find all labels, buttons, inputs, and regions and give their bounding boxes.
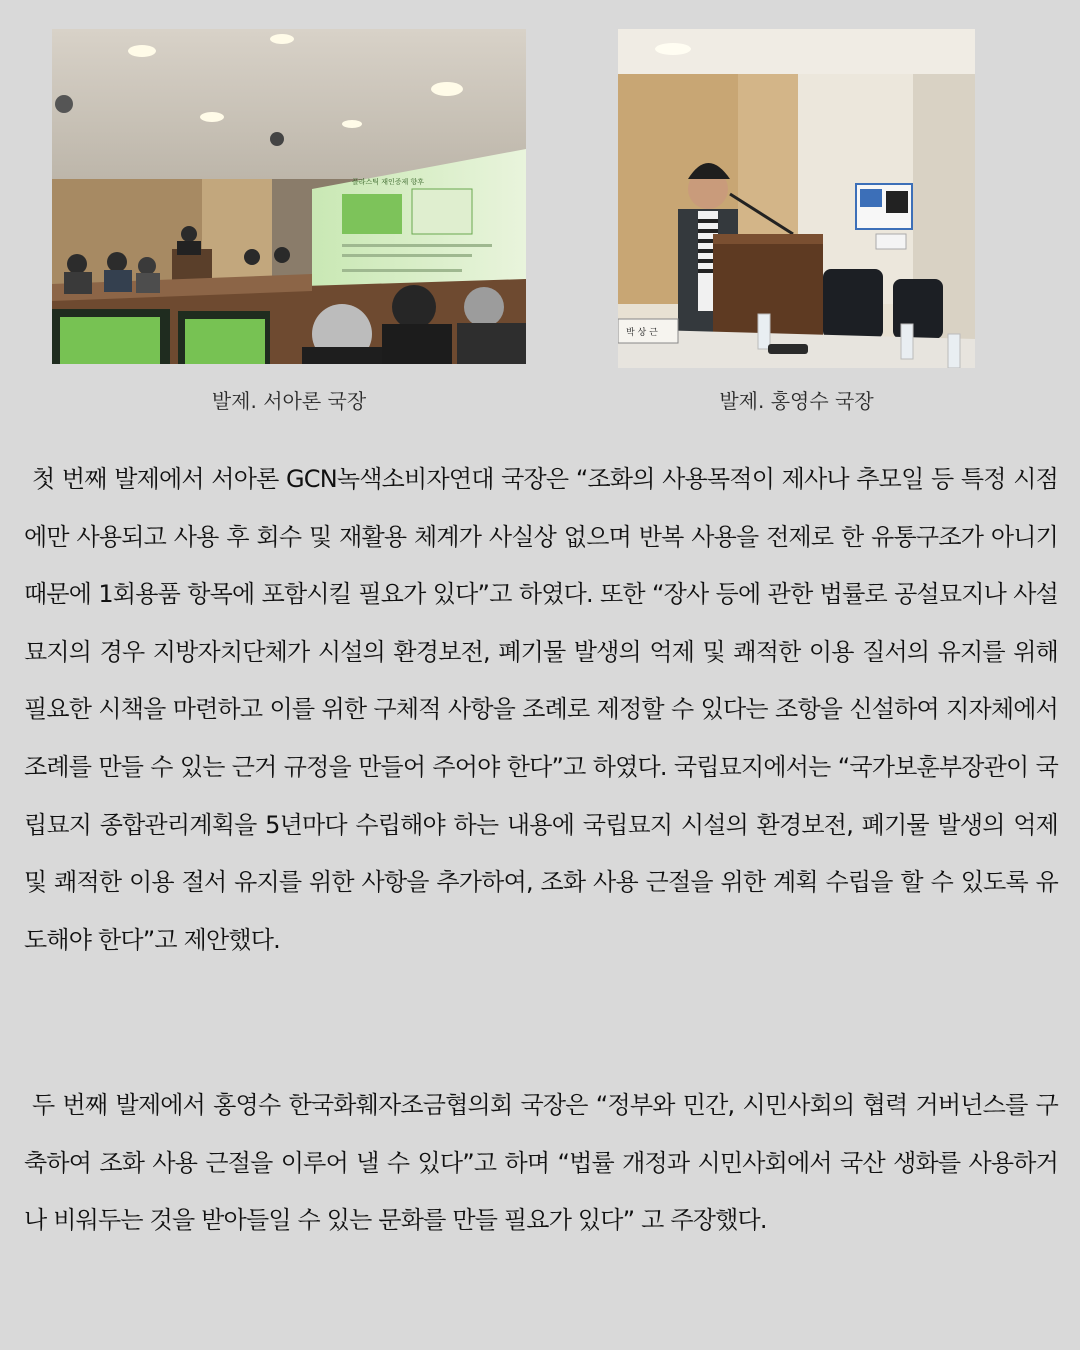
conference-room-image (52, 29, 526, 364)
article-paragraph-1: 첫 번째 발제에서 서아론 GCN녹색소비자연대 국장은 “조화의 사용목적이 제사나 추모일 등 특정 시점에만 사용되고 사용 후 회수 및 재활용 체계가 사실상 없으며 반복 사용을 전제로 한 유통구조가 아니기 때문에 1회용품 항목에 포함시킬 필요가 있다”고 하였다. 또한 “장사 등에 관한 법률로 공설묘지나 사설묘지의 경우 지방자치단체가 시설의 환경보전, 폐기물 발생의 억제 및 쾌적한 이용 질서의 유지를 위해 필요한 시책을 마련하고 이를 위한 구체적 사항을 조례로 제정할 수 있다는 조항을 신설하여 지자체에서 조례를 만들 수 있는 근거 규정을 만들어 주어야 한다”고 하였다. 국립묘지에서는 “국가보훈부장관이 국립묘지 종합관리계획을 5년마다 수립해야 하는 내용에 국립묘지 시설의 환경보전, 폐기물 발생의 억제 및 쾌적한 이용 절서 유지를 위한 사항을 추가하여, 조화 사용 근절을 위한 계획 수립을 할 수 있도록 유도해야 한다”고 제안했다. (24, 465, 1058, 954)
slide-heading: 플라스틱 재인증제 향후 (352, 178, 425, 186)
speaker-image (618, 29, 975, 368)
nameplate-text: 박 상 근 (626, 328, 658, 338)
photo-caption-right: 발제. 홍영수 국장 (719, 389, 874, 413)
photo-conference-room (52, 29, 526, 364)
article-paragraph-2: 두 번째 발제에서 홍영수 한국화훼자조금협의회 국장은 “정부와 민간, 시민사회의 협력 거버넌스를 구축하여 조화 사용 근절을 이루어 낼 수 있다”고 하며 “법률 개정과 시민사회에서 국산 생화를 사용하거나 비워두는 것을 받아들일 수 있는 문화를 만들 필요가 있다” 고 주장했다. (24, 1091, 1058, 1235)
photo-speaker (618, 29, 975, 368)
photo-caption-left: 발제. 서아론 국장 (211, 389, 367, 413)
